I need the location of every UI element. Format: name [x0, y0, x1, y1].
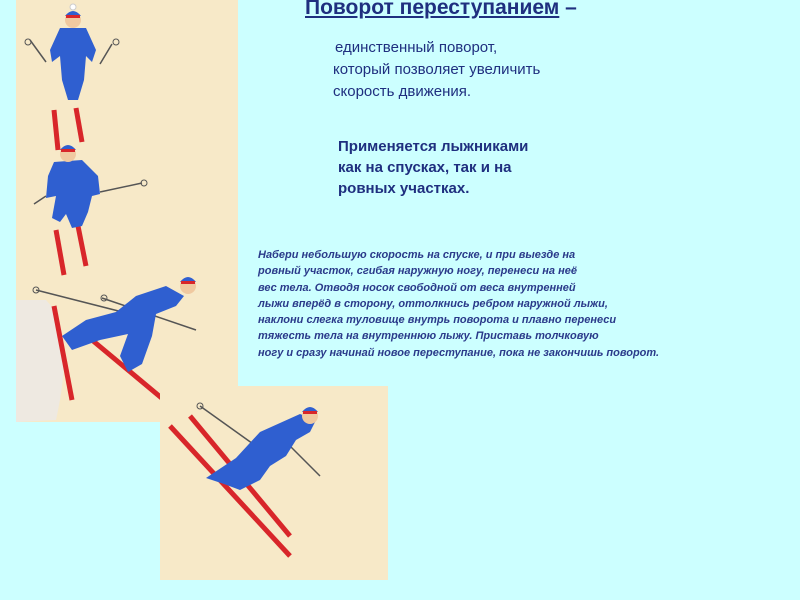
- skier-crouch-svg: [160, 386, 388, 580]
- instruction-line: тяжесть тела на внутреннюю лыжу. Приставь толчковую: [258, 330, 599, 343]
- instruction-line: ровный участок, сгибая наружную ногу, перенеси на неё: [258, 265, 577, 278]
- usage-text: [338, 136, 528, 199]
- instruction-text: [258, 247, 659, 361]
- skier-figures-svg: [16, 0, 238, 422]
- slide-title-main: Поворот переступанием: [305, 0, 560, 19]
- instruction-line: лыжи вперёд в сторону, оттолкнись ребром наружной лыжи,: [258, 297, 608, 310]
- skier-illustration-panel: [16, 0, 238, 422]
- instruction-line: наклони слегка туловище внутрь поворота и плавно перенеси: [258, 314, 617, 327]
- usage-line: Применяется лыжниками: [338, 138, 529, 155]
- skier-three-quarter-view: [34, 145, 147, 275]
- description-line: который позволяет увеличить: [333, 61, 541, 78]
- description-line: скорость движения.: [333, 83, 472, 100]
- instruction-line: Набери небольшую скорость на спуске, и при выезде на: [258, 249, 576, 261]
- usage-line: как на спусках, так и на: [338, 159, 512, 176]
- skier-illustration-panel-lower: [160, 386, 388, 580]
- instruction-line: вес тела. Отводя носок свободной от веса внутренней: [258, 281, 576, 294]
- skier-front-view: [25, 4, 119, 150]
- slide-title-dash: –: [559, 0, 577, 19]
- description-line: единственный поворот,: [335, 39, 498, 56]
- slide-title: [305, 0, 577, 20]
- skier-crouch-stepping: [206, 407, 318, 490]
- instruction-line: ногу и сразу начинай новое переступание, пока не закончишь поворот.: [258, 346, 660, 359]
- usage-line: ровных участках.: [338, 180, 470, 197]
- description-text: [333, 37, 540, 103]
